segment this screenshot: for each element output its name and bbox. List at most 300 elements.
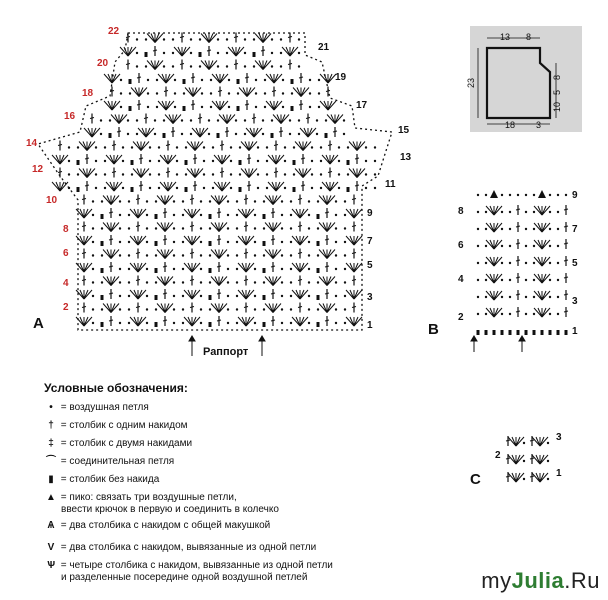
fan-stitch — [103, 304, 111, 313]
treble-stitch-bar — [82, 226, 86, 227]
treble-stitch-bar — [564, 311, 568, 312]
fan-stitch — [219, 115, 227, 124]
fan-stitch — [303, 169, 311, 178]
chain-dot — [316, 119, 318, 121]
treble-stitch-bar — [298, 199, 302, 200]
fan-stitch — [516, 473, 524, 482]
chain-dot — [136, 133, 138, 135]
fan-stitch — [219, 304, 227, 313]
chain-dot — [136, 119, 138, 121]
chain-dot — [280, 52, 282, 54]
chain-dot — [183, 92, 185, 94]
fan-stitch — [238, 209, 246, 218]
fan-stitch — [157, 223, 165, 232]
chain-dot — [190, 119, 192, 121]
single-crochet — [517, 330, 520, 335]
chain-dot — [212, 146, 214, 148]
treble-stitch-bar — [190, 280, 194, 281]
dim-right-2: 5 — [552, 89, 562, 95]
fan-stitch — [327, 277, 335, 286]
fan-stitch — [319, 196, 327, 205]
fan-stitch — [254, 128, 262, 137]
fan-stitch — [239, 88, 247, 97]
chain-dot — [281, 254, 283, 256]
fan-stitch — [111, 277, 119, 286]
fan-stitch — [103, 196, 111, 205]
treble-stitch-bar — [333, 131, 337, 132]
treble-stitch-bar — [109, 293, 113, 294]
treble-stitch-bar — [352, 253, 356, 254]
row-number: 22 — [108, 26, 120, 37]
chain-dot — [92, 308, 94, 310]
chain-dot — [347, 173, 349, 175]
chain-dot — [264, 106, 266, 108]
chain-dot — [335, 322, 337, 324]
legend-text: = пико: связать три воздушные петли, — [60, 492, 237, 503]
fan-stitch — [165, 250, 173, 259]
chain-dot — [236, 268, 238, 270]
treble-stitch-bar — [164, 91, 168, 92]
single-crochet — [129, 106, 132, 111]
chain-dot — [254, 214, 256, 216]
chain-dot — [176, 146, 178, 148]
chain-dot — [208, 133, 210, 135]
fan-stitch — [211, 196, 219, 205]
chain-dot — [146, 241, 148, 243]
fan-stitch — [273, 250, 281, 259]
treble-stitch-bar — [117, 131, 121, 132]
fan-stitch — [534, 274, 542, 283]
chain-dot — [501, 279, 503, 281]
row-number: 8 — [458, 206, 464, 217]
fan-stitch — [354, 209, 362, 218]
treble-stitch-bar — [193, 158, 197, 159]
chain-dot — [136, 52, 138, 54]
chain-dot — [523, 478, 525, 480]
chain-dot — [344, 268, 346, 270]
chain-dot — [122, 146, 124, 148]
chain-dot — [212, 173, 214, 175]
treble-stitch-bar — [244, 226, 248, 227]
chain-dot — [235, 133, 237, 135]
treble-stitch-bar — [299, 77, 303, 78]
legend-symbol-icon: ⌒ — [46, 456, 56, 467]
chain-dot — [182, 254, 184, 256]
chain-dot — [149, 160, 151, 162]
chain-dot — [290, 322, 292, 324]
chain-dot — [557, 262, 559, 264]
fan-stitch — [354, 317, 362, 326]
single-crochet — [155, 214, 158, 219]
fan-stitch — [219, 277, 227, 286]
fan-stitch — [265, 196, 273, 205]
fan-stitch — [273, 196, 281, 205]
treble-stitch-bar — [530, 458, 534, 459]
chain-dot — [271, 38, 273, 40]
chain-dot — [254, 281, 256, 283]
fan-stitch — [292, 236, 300, 245]
chain-dot — [338, 146, 340, 148]
chain-dot — [149, 187, 151, 189]
fan-stitch — [76, 263, 84, 272]
treble-stitch-bar — [271, 239, 275, 240]
dim-left: 23 — [466, 77, 476, 88]
chain-dot — [501, 228, 503, 230]
fan-stitch — [192, 128, 200, 137]
fan-stitch — [266, 101, 274, 110]
fan-stitch — [157, 277, 165, 286]
row-number: 20 — [97, 58, 109, 69]
chain-dot — [549, 262, 551, 264]
chain-dot — [92, 281, 94, 283]
treble-stitch-bar — [180, 37, 184, 38]
chain-dot — [200, 281, 202, 283]
fan-stitch — [219, 250, 227, 259]
chain-dot — [136, 65, 138, 67]
chain-dot — [281, 322, 283, 324]
fan-stitch — [174, 47, 182, 56]
chart-b-stitch-grid — [477, 190, 569, 335]
fan-stitch — [201, 34, 209, 43]
treble-stitch-bar — [247, 158, 251, 159]
treble-stitch-bar — [112, 145, 116, 146]
treble-stitch-bar — [564, 209, 568, 210]
treble-stitch-bar — [325, 212, 329, 213]
chain-dot — [525, 313, 527, 315]
fan-stitch — [486, 240, 494, 249]
fan-stitch — [357, 142, 365, 151]
chain-dot — [149, 146, 151, 148]
fan-stitch — [76, 209, 84, 218]
row-number: 7 — [367, 236, 373, 247]
chain-dot — [174, 79, 176, 81]
treble-stitch-bar — [58, 145, 62, 146]
treble-stitch-bar — [530, 440, 534, 441]
fan-stitch — [160, 182, 168, 191]
fan-stitch — [241, 169, 249, 178]
chain-dot — [119, 200, 121, 202]
chain-dot — [549, 296, 551, 298]
fan-stitch — [155, 61, 163, 70]
chain-dot — [254, 268, 256, 270]
chain-dot — [173, 322, 175, 324]
chain-dot — [227, 308, 229, 310]
fan-stitch — [276, 182, 284, 191]
chain-dot — [228, 92, 230, 94]
fan-stitch — [209, 61, 217, 70]
row-number: 1 — [367, 320, 373, 331]
chart-b-repeat-marker — [471, 336, 525, 352]
single-crochet — [263, 241, 266, 246]
chain-dot — [173, 254, 175, 256]
legend-symbol-icon: † — [48, 420, 54, 431]
chain-dot — [190, 38, 192, 40]
fan-stitch — [349, 142, 357, 151]
chain-dot — [254, 322, 256, 324]
chain-dot — [182, 322, 184, 324]
fan-stitch — [220, 74, 228, 83]
fan-stitch — [273, 115, 281, 124]
chain-dot — [147, 92, 149, 94]
chain-dot — [190, 65, 192, 67]
chain-dot — [190, 133, 192, 135]
chain-dot — [131, 173, 133, 175]
chain-dot — [182, 295, 184, 297]
treble-stitch-bar — [516, 294, 520, 295]
chain-dot — [122, 160, 124, 162]
treble-stitch-bar — [163, 320, 167, 321]
fan-stitch — [228, 47, 236, 56]
legend-item — [44, 492, 279, 516]
chain-dot — [227, 227, 229, 229]
chain-dot — [549, 313, 551, 315]
treble-stitch-bar — [126, 64, 130, 65]
treble-stitch-bar — [301, 158, 305, 159]
chain-dot — [477, 296, 479, 298]
legend-text-continued: ввести крючок в первую и соединить в колечко — [61, 504, 279, 515]
chain-dot — [236, 214, 238, 216]
chain-dot — [291, 92, 293, 94]
chain-dot — [185, 173, 187, 175]
treble-stitch-bar — [564, 243, 568, 244]
legend-item — [44, 520, 270, 532]
fan-stitch — [138, 317, 146, 326]
chain-dot — [120, 79, 122, 81]
fan-stitch — [111, 223, 119, 232]
fan-stitch — [265, 223, 273, 232]
chain-dot — [477, 228, 479, 230]
chain-dot — [565, 194, 567, 196]
fan-stitch — [494, 240, 502, 249]
fan-stitch — [133, 142, 141, 151]
chain-dot — [128, 268, 130, 270]
chain-dot — [228, 79, 230, 81]
legend-symbol-icon: Ѱ — [46, 560, 56, 571]
chain-dot — [308, 322, 310, 324]
fan-stitch — [246, 236, 254, 245]
treble-stitch-bar — [109, 212, 113, 213]
single-crochet — [101, 214, 104, 219]
fan-stitch — [354, 263, 362, 272]
treble-stitch-bar — [190, 199, 194, 200]
chain-dot — [477, 262, 479, 264]
chain-dot — [517, 194, 519, 196]
chart-c-label: C — [470, 471, 481, 488]
fan-stitch — [192, 290, 200, 299]
watermark-brand: Julia — [511, 568, 565, 593]
fan-stitch — [200, 128, 208, 137]
single-crochet — [293, 160, 296, 165]
legend-text: = воздушная петля — [60, 402, 149, 413]
single-crochet — [317, 322, 320, 327]
fan-stitch — [273, 223, 281, 232]
chain-dot — [335, 227, 337, 229]
fan-stitch — [540, 455, 548, 464]
chain-dot — [209, 227, 211, 229]
treble-stitch-bar — [325, 293, 329, 294]
fan-stitch — [246, 209, 254, 218]
single-crochet — [557, 330, 560, 335]
fan-stitch — [265, 250, 273, 259]
chain-dot — [509, 194, 511, 196]
row-number: 14 — [26, 138, 38, 149]
chain-dot — [290, 268, 292, 270]
chain-dot — [155, 281, 157, 283]
treble-stitch-bar — [109, 266, 113, 267]
chain-dot — [344, 281, 346, 283]
fan-stitch — [238, 317, 246, 326]
chain-dot — [280, 65, 282, 67]
fan-stitch — [246, 290, 254, 299]
picot-icon — [538, 190, 546, 198]
chain-dot — [176, 160, 178, 162]
chain-dot — [547, 442, 549, 444]
treble-stitch-bar — [516, 226, 520, 227]
chain-dot — [343, 133, 345, 135]
fan-stitch — [532, 437, 540, 446]
treble-stitch-bar — [288, 64, 292, 65]
fan-stitch — [301, 88, 309, 97]
treble-stitch-bar — [516, 209, 520, 210]
fan-stitch — [76, 290, 84, 299]
fan-stitch — [542, 274, 550, 283]
chain-dot — [212, 187, 214, 189]
fan-stitch — [327, 304, 335, 313]
chain-dot — [257, 146, 259, 148]
row-number: 16 — [64, 111, 76, 122]
chain-dot — [365, 146, 367, 148]
fan-stitch — [300, 290, 308, 299]
treble-stitch-bar — [355, 185, 359, 186]
treble-stitch-bar — [272, 91, 276, 92]
fan-stitch — [112, 101, 120, 110]
treble-stitch-bar — [190, 253, 194, 254]
chart-c-stitch-grid — [506, 436, 549, 482]
chain-dot — [190, 52, 192, 54]
fan-stitch — [79, 169, 87, 178]
fan-stitch — [192, 236, 200, 245]
fan-stitch — [195, 169, 203, 178]
chain-dot — [284, 173, 286, 175]
fan-stitch — [486, 291, 494, 300]
chain-dot — [335, 241, 337, 243]
treble-stitch-bar — [279, 131, 283, 132]
fan-stitch — [320, 74, 328, 83]
chain-dot — [236, 254, 238, 256]
chain-dot — [244, 133, 246, 135]
chain-dot — [163, 65, 165, 67]
fan-stitch — [276, 155, 284, 164]
fan-stitch — [486, 223, 494, 232]
fan-stitch — [534, 223, 542, 232]
chain-dot — [158, 146, 160, 148]
chain-dot — [129, 92, 131, 94]
chain-dot — [257, 187, 259, 189]
fan-stitch — [238, 263, 246, 272]
treble-stitch-bar — [220, 145, 224, 146]
chain-dot — [485, 194, 487, 196]
chain-dot — [101, 281, 103, 283]
chain-dot — [284, 146, 286, 148]
chain-dot — [290, 254, 292, 256]
treble-stitch-bar — [352, 199, 356, 200]
chain-dot — [477, 279, 479, 281]
fan-stitch — [516, 455, 524, 464]
single-crochet — [291, 79, 294, 84]
chain-dot — [317, 227, 319, 229]
legend-text: = столбик с двумя накидами — [60, 438, 193, 449]
chain-dot — [217, 65, 219, 67]
row-number: 13 — [400, 152, 412, 163]
chain-dot — [317, 308, 319, 310]
treble-stitch-bar — [244, 280, 248, 281]
treble-stitch-bar — [139, 185, 143, 186]
fan-stitch — [532, 455, 540, 464]
treble-stitch-bar — [325, 266, 329, 267]
chain-dot — [128, 227, 130, 229]
chain-dot — [174, 106, 176, 108]
single-crochet — [509, 330, 512, 335]
chain-dot — [309, 79, 311, 81]
treble-stitch-bar — [217, 293, 221, 294]
chain-dot — [525, 245, 527, 247]
chain-dot — [338, 187, 340, 189]
row-number: 8 — [63, 224, 69, 235]
chain-dot — [549, 194, 551, 196]
chain-dot — [181, 119, 183, 121]
chain-dot — [145, 65, 147, 67]
fan-stitch — [195, 142, 203, 151]
chain-dot — [281, 308, 283, 310]
single-crochet — [131, 160, 134, 165]
legend-text: = четыре столбика с накидом, вывязанные из одной петли — [60, 560, 333, 571]
fan-stitch — [241, 142, 249, 151]
chain-dot — [320, 173, 322, 175]
legend-title: Условные обозначения: — [44, 381, 188, 395]
fan-stitch — [494, 308, 502, 317]
legend-text: = соединительная петля — [60, 456, 175, 467]
chain-dot — [298, 52, 300, 54]
chain-dot — [282, 92, 284, 94]
single-crochet — [183, 79, 186, 84]
dim-bottom-2: 3 — [536, 120, 542, 130]
fan-stitch — [246, 317, 254, 326]
chain-dot — [365, 187, 367, 189]
single-crochet — [541, 330, 544, 335]
chain-dot — [254, 227, 256, 229]
chain-dot — [146, 281, 148, 283]
fan-stitch — [222, 155, 230, 164]
chain-dot — [173, 268, 175, 270]
chain-dot — [217, 119, 219, 121]
chain-dot — [156, 79, 158, 81]
row-number: 1 — [572, 326, 578, 337]
chain-dot — [298, 119, 300, 121]
chain-dot — [485, 245, 487, 247]
chain-dot — [200, 268, 202, 270]
treble-stitch-bar — [112, 172, 116, 173]
treble-stitch-bar — [506, 440, 510, 441]
chain-dot — [146, 295, 148, 297]
dim-right-3: 8 — [552, 74, 562, 80]
treble-stitch-bar — [328, 172, 332, 173]
fan-stitch — [104, 74, 112, 83]
legend-text: = столбик с одним накидом — [60, 420, 188, 431]
single-crochet — [101, 241, 104, 246]
row-number: 9 — [367, 208, 373, 219]
chain-dot — [92, 295, 94, 297]
single-crochet — [549, 330, 552, 335]
